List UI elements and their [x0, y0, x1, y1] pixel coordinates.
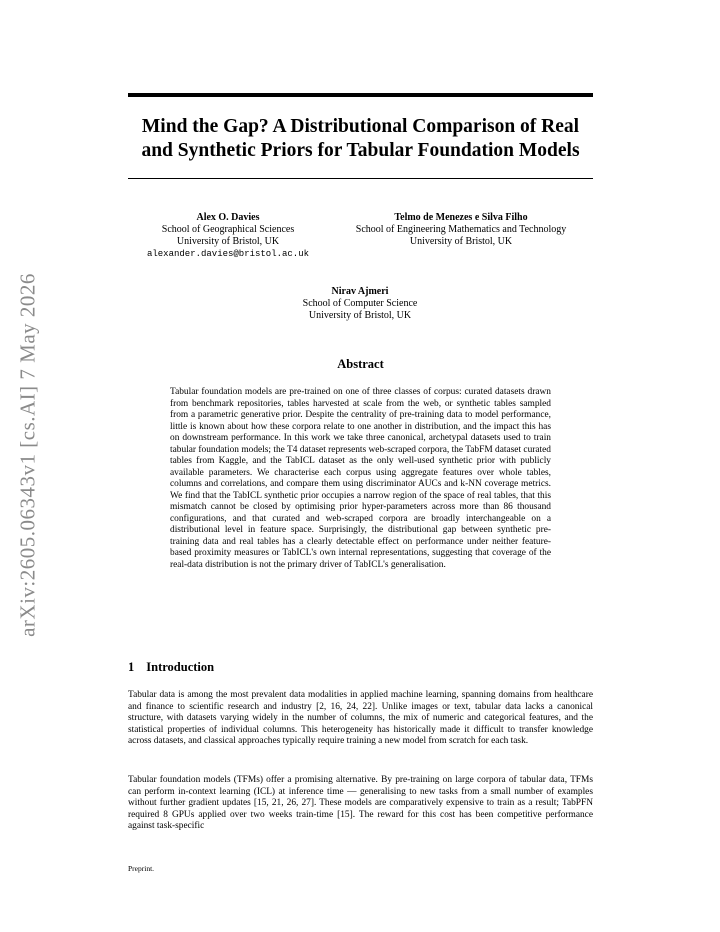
author-affiliation: University of Bristol, UK — [409, 236, 513, 247]
section-heading — [128, 660, 214, 675]
arxiv-id: arXiv:2605.06343v1 [cs.AI] 7 May 2026 — [15, 273, 40, 637]
author-email: alexander.davies@bristol.ac.uk — [146, 249, 310, 259]
author-affiliation: University of Bristol, UK — [176, 236, 280, 247]
section-number: 1 — [128, 660, 135, 674]
intro-paragraph: Tabular data is among the most prevalent data modalities in applied machine learning, spanning domains from healthcare and finance to scientific research and industry [2, 16, 24, 22]. Unlike images or text, tabular data lacks a canonical structure, with datasets varying widely in the number of columns, the mix of numeric and categorical features, and the statistical properties of individual columns. This heterogeneity has historically made it difficult to transfer knowledge across datasets, and classical approaches typically require training a new model from scratch for each task. — [128, 690, 593, 746]
author-dept: School of Geographical Sciences — [161, 224, 295, 235]
author-block-1 — [128, 212, 328, 260]
author-name: Nirav Ajmeri — [331, 286, 389, 297]
section-title: Introduction — [146, 660, 215, 674]
author-dept: School of Computer Science — [302, 298, 418, 309]
author-block-3 — [260, 286, 460, 322]
paper-title: Mind the Gap? A Distributional Comparison of Real and Synthetic Priors for Tabular Foundation Models — [141, 116, 580, 161]
author-affiliation: University of Bristol, UK — [308, 310, 412, 321]
intro-paragraph: Tabular foundation models (TFMs) offer a promising alternative. By pre-training on large corpora of tabular data, TFMs can perform in-context learning (ICL) at inference time — generalising to new tasks from a small number of examples without further gradient updates [15, 21, 26, 27]. These models are comparatively expensive to train as a result; TabPFN required 8 GPUs applied over two weeks train-time [15]. The reward for this cost has been competitive performance against task-specific — [128, 775, 593, 831]
author-dept: School of Engineering Mathematics and Technology — [355, 224, 567, 235]
footer-note: Preprint. — [128, 864, 155, 873]
abstract-heading: Abstract — [337, 357, 384, 371]
author-name: Alex O. Davies — [196, 212, 260, 223]
arxiv-watermark — [16, 265, 40, 645]
title-top-rule — [128, 93, 593, 97]
author-name: Telmo de Menezes e Silva Filho — [394, 212, 528, 223]
title-bottom-rule — [128, 178, 593, 179]
abstract-body: Tabular foundation models are pre-trained on one of three classes of corpus: curated datasets drawn from benchmark repositories, tables harvested at scale from the web, or synthetic tables sampled from a parametric generative prior. Despite the centrality of pre-training data to model performance, little is known about how these corpora relate to one another in distribution, and the impact this has on downstream performance. In this work we take three canonical, archetypal datasets used to train tabular foundation models; the T4 dataset represents web-scraped corpora, the TabFM dataset curated tables from Kaggle, and the TabICL dataset as the only well-used synthetic prior with publicly available parameters. We characterise each corpus using aggregate features over whole tables, columns and correlations, and compare them using discriminator AUCs and k-NN coverage metrics. We find that the TabICL synthetic prior occupies a narrow region of the space of real tables, that this mismatch cannot be closed by optimising prior hyper-parameters across more than 86 thousand configurations, and that curated and web-scraped corpora are broadly interchangeable on a distributional level in feature space. Surprisingly, the distributional gap between synthetic pre-training data and real tables has a clearly detectable effect on performance under neither feature-based proximity measures or TabICL's own internal representations, suggesting that coverage of the real-data distribution is not the primary driver of TabICL's generalisation. — [170, 387, 551, 570]
author-block-2 — [332, 212, 590, 248]
